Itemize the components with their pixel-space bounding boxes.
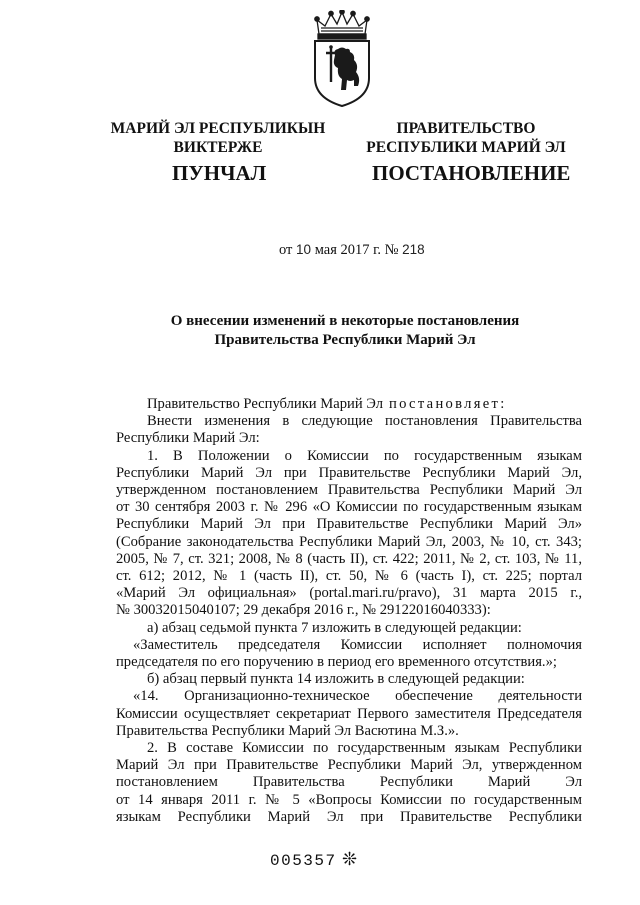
body-line: Правительство Республики Марий Эл постановляет: <box>147 396 507 412</box>
date-day: 10 <box>296 242 312 257</box>
coat-of-arms-icon <box>309 10 375 108</box>
body-line: Правительства Республики Марий Эл Васютина М.З.». <box>116 722 459 739</box>
body-line: б) абзац первый пункта 14 изложить в следующей редакции: <box>147 671 525 688</box>
snowflake-mark-icon: ❊ <box>342 849 358 869</box>
body-line: 2. В составе Комиссии по государственным языкам Республики <box>147 740 582 757</box>
header-right-title <box>362 119 570 157</box>
subject-line-1: О внесении изменений в некоторые постановления <box>170 313 520 329</box>
header-left-title <box>108 119 328 157</box>
header-right-line-1: ПРАВИТЕЛЬСТВО <box>396 120 536 137</box>
document-number: 218 <box>402 242 425 257</box>
header-left-line-1: МАРИЙ ЭЛ РЕСПУБЛИКЫН <box>110 120 326 137</box>
body-line: № 30032015040107; 29 декабря 2016 г., № 29122016040333): <box>116 602 491 619</box>
body-line: от 14 января 2011 г. № 5 «Вопросы Комиссии по государственным <box>116 791 582 808</box>
body-line: «Заместитель председателя Комиссии исполняет полномочия <box>133 636 582 653</box>
document-subject <box>120 312 570 350</box>
document-type-russian: ПОСТАНОВЛЕНИЕ <box>372 161 571 185</box>
body-line: постановлением Правительства Республики Марий Эл <box>116 774 582 791</box>
body-line: утвержденном постановлением Правительства Республики Марий Эл <box>116 482 582 499</box>
header-right-line-2: РЕСПУБЛИКИ МАРИЙ ЭЛ <box>366 139 566 156</box>
body-line: «14. Организационно-техническое обеспечение деятельности <box>133 688 582 705</box>
header-left-line-2: ВИКТЕРЖЕ <box>173 139 263 156</box>
body-line: 1. В Положении о Комиссии по государственным языкам <box>147 447 582 464</box>
date-month-year: мая 2017 г. № <box>314 242 399 258</box>
body-line: Марий Эл при Правительстве Республики Марий Эл, утвержденном <box>116 757 582 774</box>
document-body <box>116 396 582 826</box>
body-line: от 30 сентября 2003 г. № 296 «О Комиссии по государственным языкам <box>116 499 582 516</box>
body-line: Комиссии осуществляет секретариат Первого заместителя Председателя <box>116 705 582 722</box>
body-line: (Собрание законодательства Республики Марий Эл, 2003, № 10, ст. 343; <box>116 533 582 550</box>
body-line: 2005, № 7, ст. 321; 2008, № 8 (часть II), ст. 422; 2011, № 2, ст. 103, № 11, <box>116 550 582 567</box>
body-line: «Марий Эл официальная» (portal.mari.ru/pravo), 31 марта 2015 г., <box>116 585 582 602</box>
body-line: языкам Республики Марий Эл при Правительстве Республики <box>116 808 582 825</box>
body-line: председателя по его поручению в период его временного отсутствия.»; <box>116 654 557 671</box>
body-line: ст. 612; 2012, № 1 (часть II), ст. 50, № 6 (часть I), ст. 225; портал <box>116 568 582 585</box>
date-prefix: от <box>279 242 293 258</box>
body-line: Республики Марий Эл при Правительстве Республики Марий Эл, <box>116 464 582 481</box>
serial-number: 005357 <box>270 852 337 870</box>
subject-line-2: Правительства Республики Марий Эл <box>214 332 476 348</box>
document-type-mari: ПУНЧАЛ <box>172 161 267 185</box>
date-line <box>279 242 425 259</box>
body-line: Республики Марий Эл: <box>116 430 260 447</box>
body-line: а) абзац седьмой пункта 7 изложить в следующей редакции: <box>147 619 522 636</box>
body-line: Внести изменения в следующие постановления Правительства <box>147 413 582 430</box>
body-line: Республики Марий Эл при Правительстве Республики Марий Эл» <box>116 516 582 533</box>
